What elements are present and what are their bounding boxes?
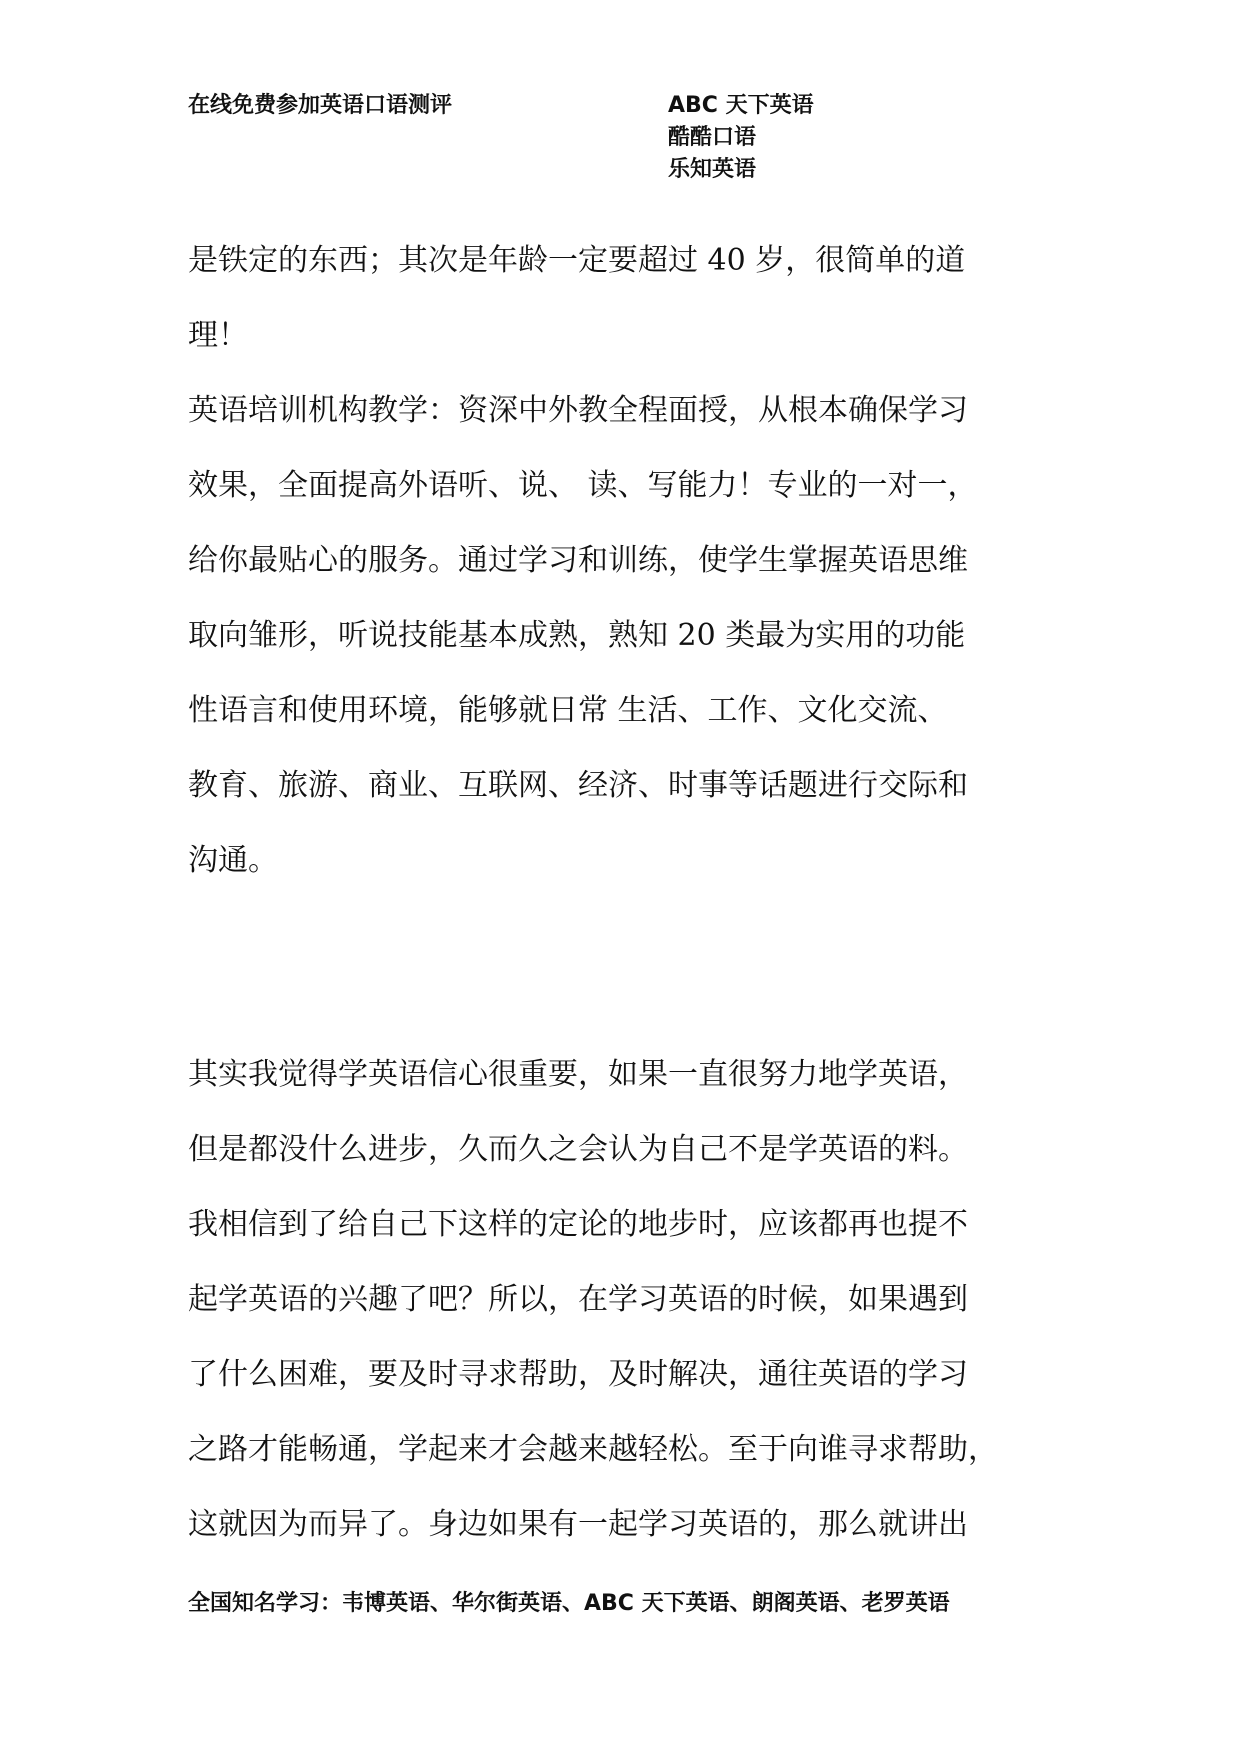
paragraph-line: 之路才能畅通，学起来才会越来越轻松。至于向谁寻求帮助， <box>188 1432 998 1467</box>
header-link-kuku[interactable]: 酷酷口语 <box>668 125 757 150</box>
paragraph-line: 效果，全面提高外语听、说、 读、写能力！专业的一对一， <box>188 468 978 503</box>
paragraph-line: 我相信到了给自己下这样的定论的地步时，应该都再也提不 <box>188 1207 968 1242</box>
paragraph-line: 这就因为而异了。身边如果有一起学习英语的，那么就讲出 <box>188 1507 968 1542</box>
paragraph-line: 性语言和使用环境，能够就日常 生活、工作、文化交流、 <box>188 693 948 728</box>
paragraph-line: 英语培训机构教学：资深中外教全程面授，从根本确保学习 <box>188 393 968 428</box>
paragraph-line: 取向雏形，听说技能基本成熟，熟知 20 类最为实用的功能 <box>188 618 966 653</box>
paragraph-line: 了什么困难，要及时寻求帮助，及时解决，通往英语的学习 <box>188 1357 968 1392</box>
paragraph-1 <box>188 223 1088 898</box>
header-links <box>668 90 814 186</box>
paragraph-line: 教育、旅游、商业、互联网、经济、时事等话题进行交际和 <box>188 768 968 803</box>
header-link-abc[interactable]: ABC 天下英语 <box>668 93 814 118</box>
header-link-lezhi[interactable]: 乐知英语 <box>668 157 757 182</box>
paragraph-2 <box>188 1037 1088 1562</box>
footer-text: 全国知名学习：韦博英语、华尔街英语、ABC 天下英语、朗阁英语、老罗英语 <box>188 1591 950 1616</box>
paragraph-line: 但是都没什么进步，久而久之会认为自己不是学英语的料。 <box>188 1132 968 1167</box>
paragraph-line: 沟通。 <box>188 843 278 878</box>
paragraph-line: 其实我觉得学英语信心很重要，如果一直很努力地学英语， <box>188 1057 968 1092</box>
paragraph-line: 给你最贴心的服务。通过学习和训练，使学生掌握英语思维 <box>188 543 968 578</box>
paragraph-line: 是铁定的东西；其次是年龄一定要超过 40 岁，很简单的道 <box>188 243 966 278</box>
paragraph-line: 起学英语的兴趣了吧？所以，在学习英语的时候，如果遇到 <box>188 1282 968 1317</box>
paragraph-line: 理！ <box>188 318 248 353</box>
header-title: 在线免费参加英语口语测评 <box>188 93 453 118</box>
